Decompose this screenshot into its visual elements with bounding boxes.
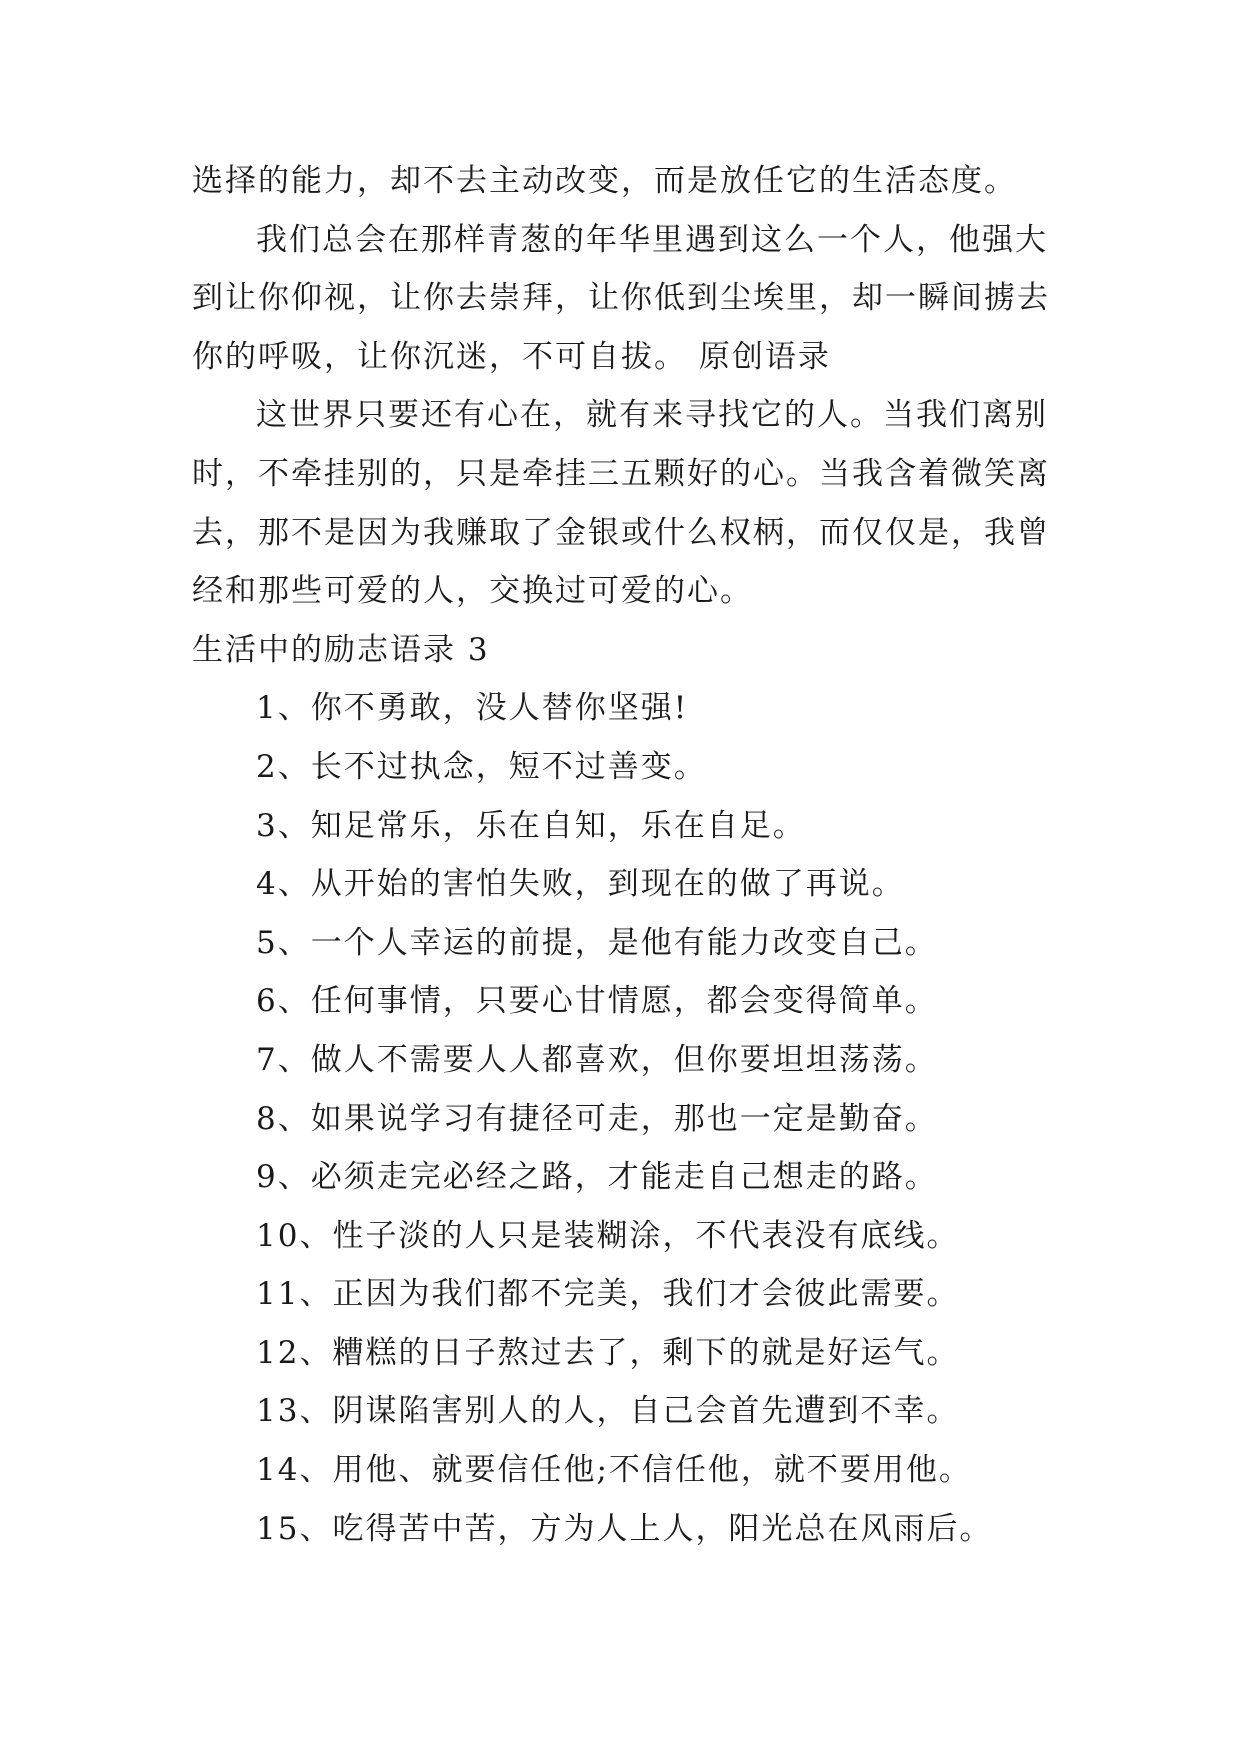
paragraph-line: 去，那不是因为我赚取了金银或什么权柄，而仅仅是，我曾 (192, 514, 1050, 551)
paragraph-line: 到让你仰视，让你去崇拜，让你低到尘埃里，却一瞬间掳去 (192, 280, 1050, 317)
quote-item: 14、用他、就要信任他;不信任他，就不要用他。 (256, 1452, 972, 1489)
paragraph-line: 我们总会在那样青葱的年华里遇到这么一个人，他强大 (256, 221, 1048, 258)
quote-item: 12、糟糕的日子熬过去了，剩下的就是好运气。 (256, 1334, 960, 1371)
paragraph-line: 这世界只要还有心在，就有来寻找它的人。当我们离别 (256, 397, 1048, 434)
quote-item: 4、从开始的害怕失败，到现在的做了再说。 (256, 866, 905, 903)
paragraph-line: 时，不牵挂别的，只是牵挂三五颗好的心。当我含着微笑离 (192, 455, 1050, 492)
quote-item: 8、如果说学习有捷径可走，那也一定是勤奋。 (256, 1100, 938, 1137)
paragraph-line: 经和那些可爱的人，交换过可爱的心。 (192, 573, 753, 610)
quote-item: 2、长不过执念，短不过善变。 (256, 748, 707, 785)
paragraph-line: 你的呼吸，让你沉迷，不可自拔。 原创语录 (192, 338, 831, 375)
quote-item: 11、正因为我们都不完美，我们才会彼此需要。 (256, 1276, 960, 1313)
quote-item: 5、一个人幸运的前提，是他有能力改变自己。 (256, 924, 938, 961)
quote-item: 13、阴谋陷害别人的人，自己会首先遭到不幸。 (256, 1393, 960, 1430)
quote-item: 10、性子淡的人只是装糊涂，不代表没有底线。 (256, 1217, 960, 1254)
document-body (192, 152, 1058, 1558)
quote-item: 9、必须走完必经之路，才能走自己想走的路。 (256, 1159, 938, 1196)
quote-item: 1、你不勇敢，没人替你坚强! (256, 690, 689, 727)
section-heading: 生活中的励志语录 3 (192, 631, 490, 668)
quote-item: 3、知足常乐，乐在自知，乐在自足。 (256, 807, 806, 844)
quote-item: 7、做人不需要人人都喜欢，但你要坦坦荡荡。 (256, 1041, 938, 1078)
quote-item: 6、任何事情，只要心甘情愿，都会变得简单。 (256, 983, 938, 1020)
paragraph-line: 选择的能力，却不去主动改变，而是放任它的生活态度。 (192, 163, 1017, 199)
quote-item: 15、吃得苦中苦，方为人上人，阳光总在风雨后。 (256, 1510, 993, 1547)
